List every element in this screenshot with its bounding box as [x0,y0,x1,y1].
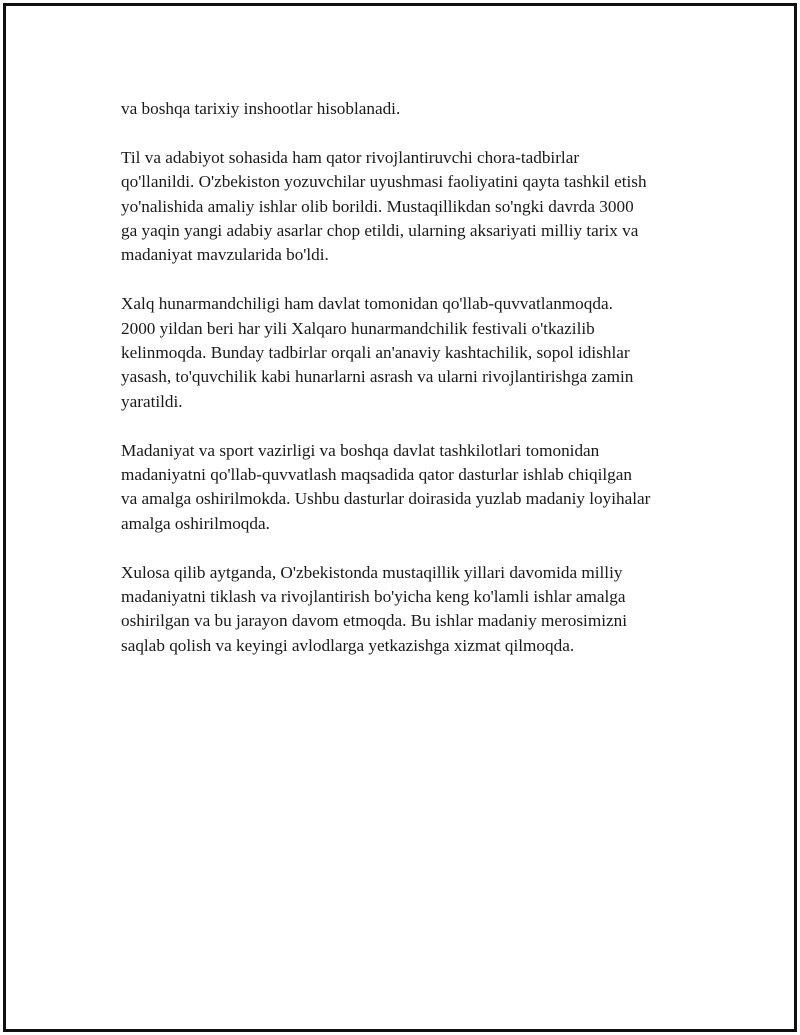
text-line: kelinmoqda. Bunday tadbirlar orqali an'anaviy kashtachilik, sopol idishlar [121,343,630,363]
text-line: yasash, to'quvchilik kabi hunarlarni asrash va ularni rivojlantirishga zamin [121,367,634,387]
paragraph-1 [121,97,711,121]
text-line: Xulosa qilib aytganda, O'zbekistonda mustaqillik yillari davomida milliy [121,562,623,582]
paragraph-3 [121,292,711,414]
page-frame [3,3,797,1032]
text-line: va amalga oshirilmokda. Ushbu dasturlar doirasida yuzlab madaniy loyihalar [121,489,651,509]
text-line: madaniyat mavzularida bo'ldi. [121,245,329,265]
text-line: yo'nalishida amaliy ishlar olib borildi. Mustaqillikdan so'ngki davrda 3000 [121,196,634,216]
paragraph-4 [121,439,711,537]
text-line: amalga oshirilmoqda. [121,513,270,533]
text-line: oshirilgan va bu jarayon davom etmoqda. Bu ishlar madaniy merosimizni [121,611,627,631]
text-line: ga yaqin yangi adabiy asarlar chop etildi, ularning aksariyati milliy tarix va [121,221,639,241]
text-line: madaniyatni qo'llab-quvvatlash maqsadida qator dasturlar ishlab chiqilgan [121,465,632,485]
text-line: madaniyatni tiklash va rivojlantirish bo'yicha keng ko'lamli ishlar amalga [121,587,626,607]
document-body [121,97,711,683]
text-line: Xalq hunarmandchiligi ham davlat tomonidan qo'llab-quvvatlanmoqda. [121,294,613,314]
text-line: yaratildi. [121,391,183,411]
text-line: 2000 yildan beri har yili Xalqaro hunarmandchilik festivali o'tkazilib [121,318,595,338]
text-line: Madaniyat va sport vazirligi va boshqa davlat tashkilotlari tomonidan [121,440,600,460]
paragraph-2 [121,146,711,268]
text-line: va boshqa tarixiy inshootlar hisoblanadi. [121,99,401,118]
text-line: Til va adabiyot sohasida ham qator rivojlantiruvchi chora-tadbirlar [121,147,580,167]
text-line: qo'llanildi. O'zbekiston yozuvchilar uyushmasi faoliyatini qayta tashkil etish [121,172,647,192]
paragraph-5 [121,561,711,659]
text-line: saqlab qolish va keyingi avlodlarga yetkazishga xizmat qilmoqda. [121,635,575,655]
